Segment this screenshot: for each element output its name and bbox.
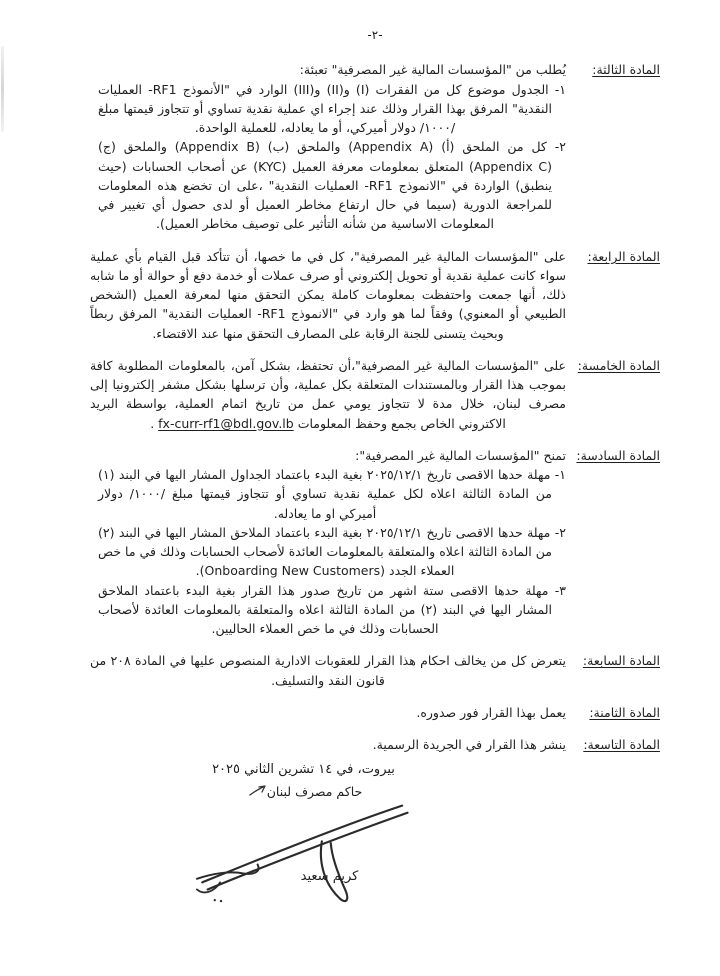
article-three-item-2: ٢- كل من الملحق (أ) (Appendix A) والملحق (ب) (Appendix B) والملحق (ج) (Appendix C) المتعلق بمعلومات معرفة العميل (KYC) عن أصحاب الحسابات (حيث ينطبق) الواردة في "الانموذج RF1- العمليات النقدية" ،على ان تخضع هذه المعلومات للمراجعة الدورية (سيما في حال ارتفاع مخاطر العميل أو لدى حصول أي تغيير في المعلومات الاساسية من شأنه التأثير على توصيف مخاطر العميل). [98,139,566,232]
article-seven [90,651,660,690]
email-address: fx-curr-rf1@bdl.gov.lb [158,415,294,431]
article-four-text: على "المؤسسات المالية غير المصرفية"، كل في ما خصها، أن تتأكد قبل القيام بأي عملية سواء كانت عملية نقدية أو تحويل إلكتروني أو صرف عملات أو خدمة دفع أو حوالة أو ما شابه ذلك، أنها جمعت واحتفظت بمعلومات كاملة يمكن التحقق منها لمعرفة العميل (الشخص الطبيعي أو المعنوي) وفقاً لما هو وارد في "الانموذج RF1- العمليات النقدية" المرفق ربطاً وبحيث يتسنى للجنة الرقابة على المصارف التحقق منها عند الاقتضاء. [90,248,566,341]
article-three-label: المادة الثالثة: [592,62,660,78]
article-six [90,446,660,639]
signature-name: كريم سعيد [300,868,359,884]
signature-date: بيروت، في ١٤ تشرين الثاني ٢٠٢٥ [212,762,395,778]
article-three-item-1: ١- الجدول موضوع كل من الفقرات (I) و(II) و(III) الوارد في "الأنموذج RF1- العمليات النقدية" المرفق بهذا القرار وذلك عند إجراء اي عملية نقدية تساوي أو تتجاوز قيمتها مبلغ /١٠٠٠/ دولار أميركي، أو ما يعادله، للعملية الواحدة. [98,81,567,136]
article-five-text [90,356,566,433]
article-six-item-2: ٢- مهلة حدها الاقصى تاريخ ٢٠٢٥/١٢/١ بغية البدء باعتماد الملاحق المشار اليها في البند (٢) من المادة الثالثة اعلاه والمتعلقة بالمعلومات العائدة لأصحاب الحسابات وذلك في ما خص العملاء الجدد (Onboarding New Customers). [98,524,566,579]
article-seven-label: المادة السابعة: [582,653,660,669]
article-six-intro: تمنح "المؤسسات المالية غير المصرفية": [355,447,566,463]
article-five-label: المادة الخامسة: [577,357,660,373]
article-six-label: المادة السادسة: [576,447,660,463]
article-six-item-1: ١- مهلة حدها الاقصى تاريخ ٢٠٢٥/١٢/١ بغية البدء باعتماد الجداول المشار اليها في البند (١) من المادة الثالثة اعلاه لكل عملية نقدية تساوي أو تتجاوز قيمتها مبلغ /١٠٠٠/ دولار أميركي او ما يعادله. [98,467,566,521]
article-eight-label: المادة الثامنة: [589,704,660,720]
governor-title: حاكم مصرف لبنان [266,784,363,800]
article-five-text-end: . [150,415,159,431]
article-four-label: المادة الرابعة: [587,248,660,264]
article-eight-text: يعمل بهذا القرار فور صدوره. [416,704,566,720]
article-six-item-3: ٣- مهلة حدها الاقصى ستة اشهر من تاريخ صدور هذا القرار بغية البدء باعتماد الملاحق المشار اليها في البند (٢) من المادة الثالثة اعلاه والمتعلقة بالمعلومات العائدة لأصحاب الحسابات وذلك في ما خص العملاء الحاليين. [98,582,566,637]
article-nine-text: ينشر هذا القرار في الجريدة الرسمية. [372,737,566,753]
article-five-text-part: على "المؤسسات المالية غير المصرفية"،أن تحتفظ، بشكل آمن، بالمعلومات المطلوبة كافة بموجب هذا القرار وبالمستندات المتعلقة بكل عملية، وأن ترسلها بشكل مشفر إلكترونيا إلى مصرف لبنان، خلال مدة لا تتجاوز يومي عمل من تاريخ اتمام العملية، بواسطة البريد الاكتروني الخاص بجمع وحفظ المعلومات [90,357,566,431]
article-four [90,247,660,343]
article-three-intro: يُطلب من "المؤسسات المالية غير المصرفية" تعبئة: [299,62,566,78]
signature-flourish-icon [249,783,267,802]
article-five [90,356,660,433]
article-seven-text: يتعرض كل من يخالف احكام هذا القرار للعقوبات الادارية المنصوص عليها في المادة ٢٠٨ من قانون النقد والتسليف. [90,653,566,688]
scan-artifact-edge [1,46,4,132]
page-number: -٢- [367,28,383,42]
article-eight [90,703,660,722]
signature-block [176,760,431,886]
signature-scrawl [188,791,420,913]
article-three [90,60,660,233]
article-nine-label: المادة التاسعة: [583,737,660,753]
article-nine [90,735,660,754]
